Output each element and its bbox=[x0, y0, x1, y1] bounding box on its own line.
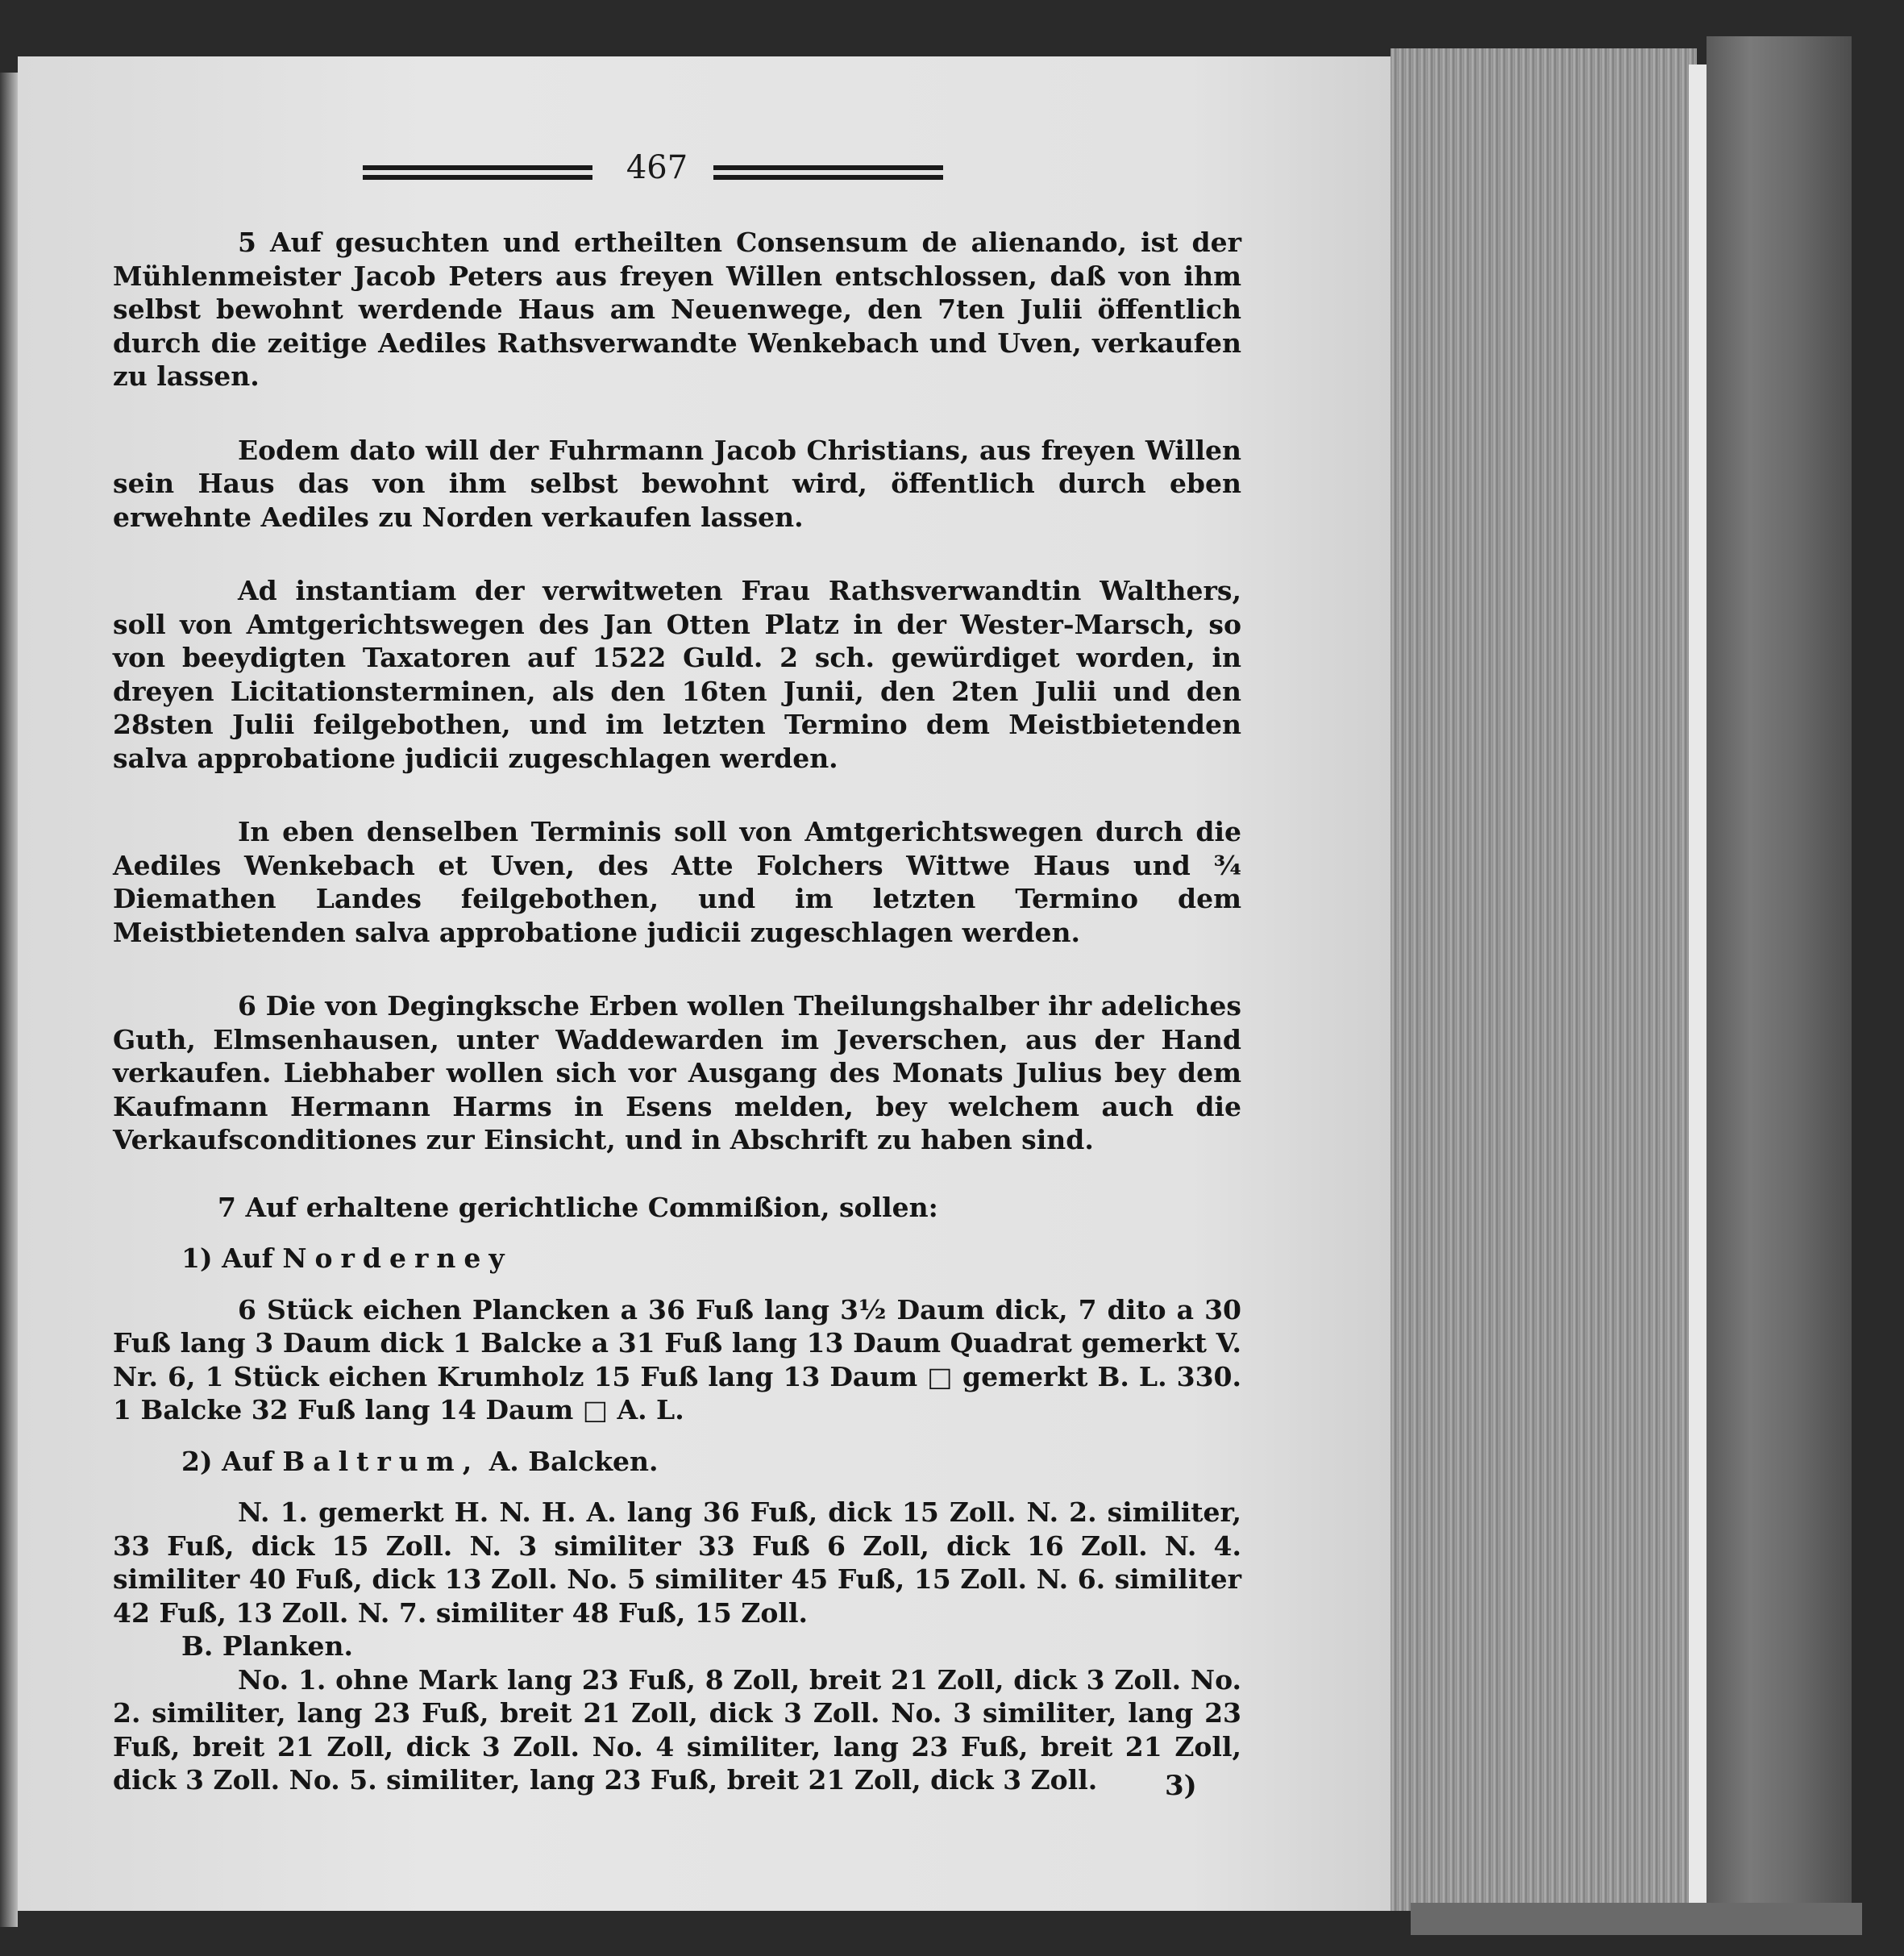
item-2-heading bbox=[113, 1445, 1241, 1479]
spacer bbox=[113, 1478, 1241, 1496]
paragraph-5: 5 Auf gesuchten und ertheilten Consensum de alienando, ist der Mühlenmeister Jacob Peters aus freyen Willen entschlossen, daß von ihm selbst bewohnt werdende Haus am Neuenwege, den 7ten Julii öffentlich durch die zeitige Aediles Rathsverwandte Wenkebach und Uven, verkaufen zu lassen. bbox=[113, 227, 1241, 392]
page-block-edges bbox=[1391, 48, 1697, 1911]
header-rule-left bbox=[363, 165, 592, 180]
item-1-label: 1) Auf bbox=[181, 1242, 273, 1274]
header-rule-right bbox=[713, 165, 943, 180]
spacer bbox=[113, 1157, 1241, 1191]
item-1-heading bbox=[113, 1242, 1241, 1276]
left-page-edge bbox=[0, 73, 18, 1927]
spacer bbox=[113, 775, 1241, 815]
page-number: 467 bbox=[626, 149, 688, 186]
paragraph-5c: Ad instantiam der verwitweten Frau Rathsverwandtin Walthers, soll von Amtgerichtswegen des Jan Otten Platz in der Wester-Marsch, so von beeydigten Taxatoren auf 1522 Guld. 2 sch. gewürdiget worden, in dreyen Licitationsterminen, als den 16ten Junii, den 2ten Julii und den 28sten Julii feilgebothen, und im letzten Termino dem Meistbietenden salva approbatione judicii zugeschlagen werden. bbox=[113, 575, 1241, 774]
item-2-label: 2) Auf bbox=[181, 1445, 273, 1477]
paragraph-7-heading: 7 Auf erhaltene gerichtliche Commißion, sollen: bbox=[218, 1191, 938, 1223]
spacer bbox=[113, 1276, 1241, 1293]
page-header bbox=[363, 149, 943, 198]
spacer bbox=[113, 534, 1241, 574]
catchword: 3) bbox=[1165, 1770, 1197, 1802]
item-2-planks-heading: B. Planken. bbox=[181, 1630, 353, 1662]
item-1-text: 6 Stück eichen Plancken a 36 Fuß lang 3½ Daum dick, 7 dito a 30 Fuß lang 3 Daum dick 1 Balcke a 31 Fuß lang 13 Daum Quadrat gemerkt V. Nr. 6, 1 Stück eichen Krumholz 15 Fuß lang 13 Daum □ gemerkt B. L. 330. 1 Balcke 32 Fuß lang 14 Daum □ A. L. bbox=[113, 1293, 1241, 1425]
paragraph-5b: Eodem dato will der Fuhrmann Jacob Christians, aus freyen Willen sein Haus das von ihm selbst bewohnt wird, öffentlich durch eben erwehnte Aediles zu Norden verkaufen lassen. bbox=[113, 434, 1241, 533]
spacer bbox=[113, 393, 1241, 434]
spacer bbox=[113, 1427, 1241, 1445]
item-1-place: Norderney bbox=[282, 1242, 513, 1274]
page-block-white-edge bbox=[1689, 65, 1707, 1903]
page-body bbox=[113, 226, 1241, 1797]
item-2-planks-text: No. 1. ohne Mark lang 23 Fuß, 8 Zoll, breit 21 Zoll, dick 3 Zoll. No. 2. similiter, lang 23 Fuß, breit 21 Zoll, dick 3 Zoll. No. 3 similiter, lang 23 Fuß, breit 21 Zoll, dick 3 Zoll. No. 4 similiter, lang 23 Fuß, breit 21 Zoll, dick 3 Zoll. No. 5. similiter, lang 23 Fuß, breit 21 Zoll, dick 3 Zoll. bbox=[113, 1663, 1241, 1796]
book-cover bbox=[1707, 36, 1852, 1907]
item-2-text: N. 1. gemerkt H. N. H. A. lang 36 Fuß, dick 15 Zoll. N. 2. similiter, 33 Fuß, dick 15 Zoll. N. 3 similiter 33 Fuß 6 Zoll, dick 16 Zoll. N. 4. similiter 40 Fuß, dick 13 Zoll. No. 5 similiter 45 Fuß, 15 Zoll. N. 6. similiter 42 Fuß, 13 Zoll. N. 7. similiter 48 Fuß, 15 Zoll. bbox=[113, 1496, 1241, 1629]
paragraph-5d: In eben denselben Terminis soll von Amtgerichtswegen durch die Aediles Wenkebach et Uven, des Atte Folchers Wittwe Haus und ¾ Diemathen Landes feilgebothen, und im letzten Termino dem Meistbietenden salva approbatione judicii zugeschlagen werden. bbox=[113, 816, 1241, 948]
item-2-place: Baltrum, bbox=[282, 1445, 480, 1477]
spacer bbox=[113, 1224, 1241, 1242]
spacer bbox=[113, 949, 1241, 989]
item-2-sub: A. Balcken. bbox=[488, 1445, 659, 1477]
paragraph-6: 6 Die von Degingksche Erben wollen Theilungshalber ihr adeliches Guth, Elmsenhausen, unter Waddewarden im Jeverschen, aus der Hand verkaufen. Liebhaber wollen sich vor Ausgang des Monats Julius bey dem Kaufmann Hermann Harms in Esens melden, bey welchem auch die Verkaufsconditiones zur Einsicht, und in Abschrift zu haben sind. bbox=[113, 990, 1241, 1155]
book-cover-bottom bbox=[1411, 1903, 1862, 1935]
